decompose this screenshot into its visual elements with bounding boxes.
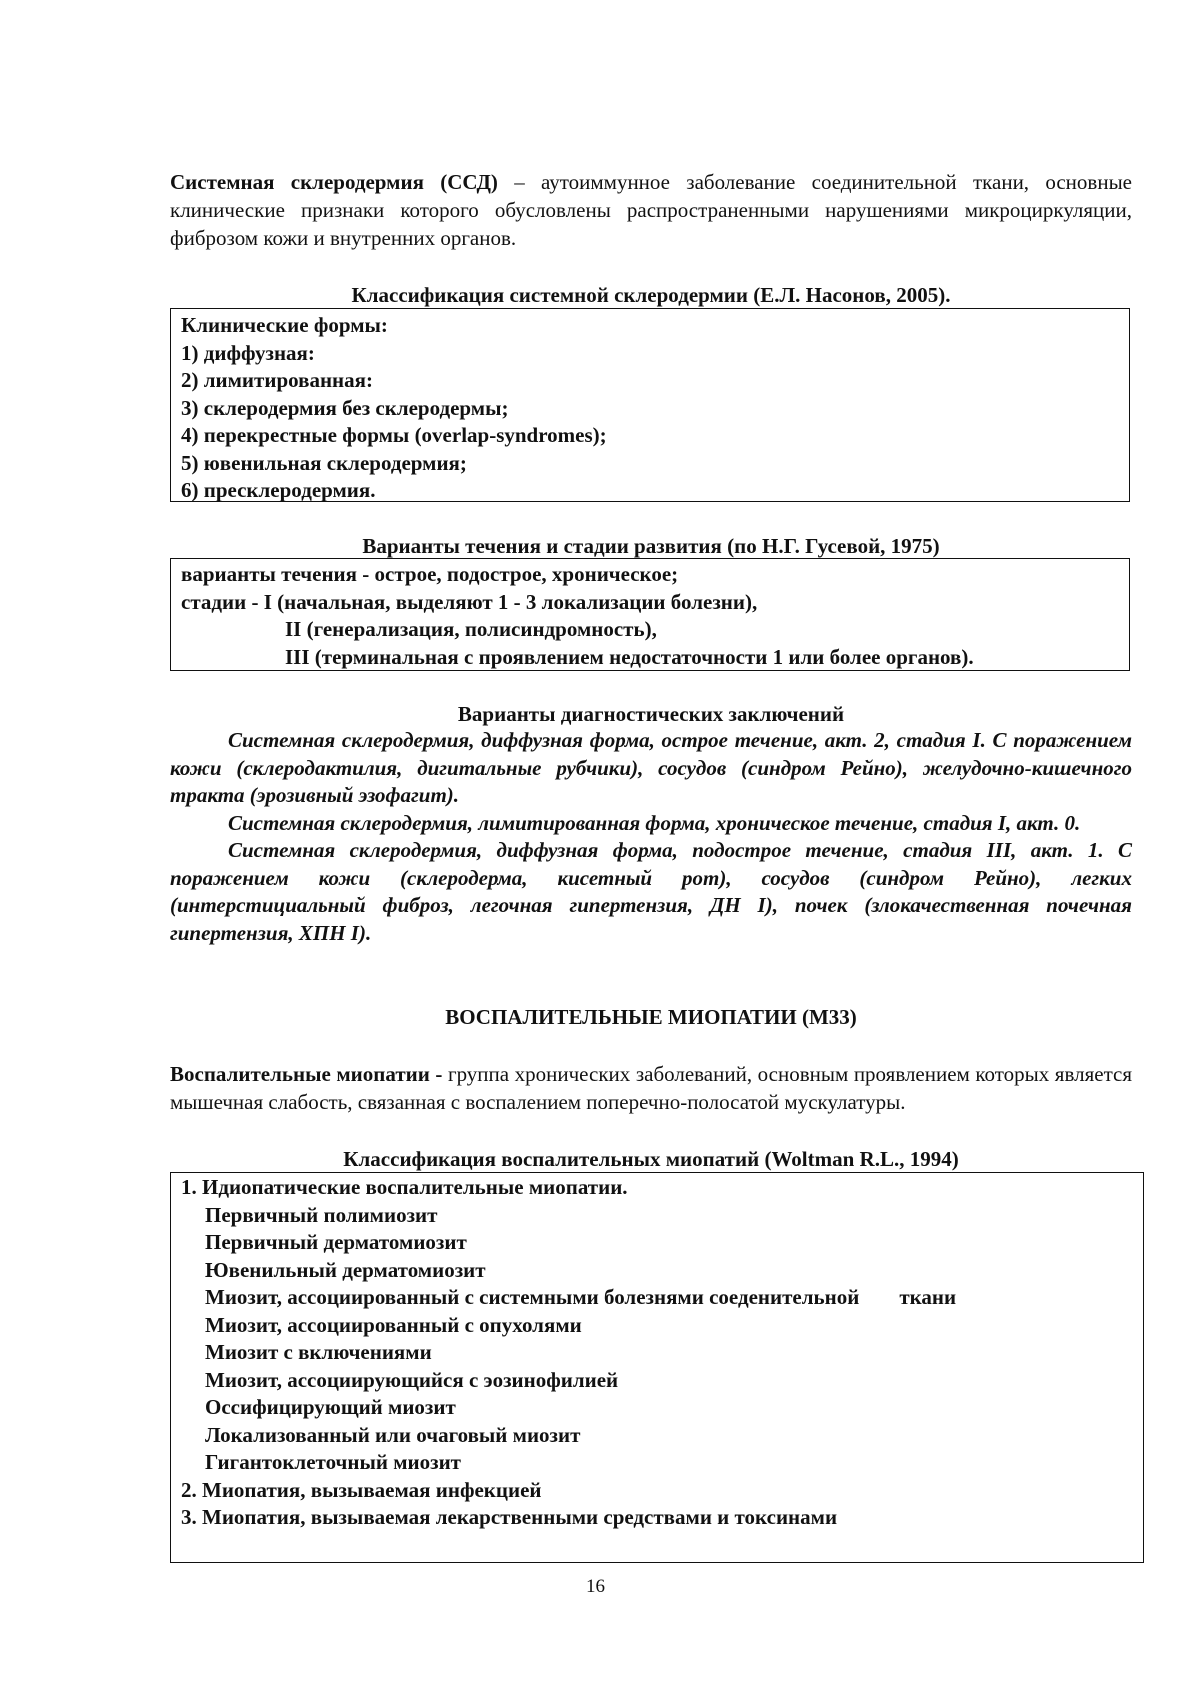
myopathy-subtype: Локализованный или очаговый миозит <box>205 1422 581 1447</box>
ssd-line: 2) лимитированная: <box>181 368 373 392</box>
myopathy-classification-box <box>170 1172 1144 1563</box>
myopathy-group: 3. Миопатия, вызываемая лекарственными средствами и токсинами <box>181 1505 838 1529</box>
ssd-line: 5) ювенильная склеродермия; <box>181 450 467 475</box>
intro-paragraph <box>170 168 1132 252</box>
myopathy-subtype: Первичный полимиозит <box>205 1202 438 1227</box>
ssd-classification-box <box>170 308 1130 502</box>
myopathy-group: 1. Идиопатические воспалительные миопатии. <box>181 1175 628 1199</box>
stage-line: II (генерализация, полисиндромность), <box>285 617 657 641</box>
ssd-line: 1) диффузная: <box>181 340 315 365</box>
diagnosis-item: Системная склеродермия, диффузная форма, подострое течение, стадия III, акт. 1. С поражением кожи (склеродерма, кисетный рот), сосудов (синдром Рейно), легких (интерстициальный фиброз, легочная гипертензия, ДН I), почек (злокачественная почечная гипертензия, ХПН I). <box>170 838 1132 945</box>
section-title: ВОСПАЛИТЕЛЬНЫЕ МИОПАТИИ (М33) <box>445 1005 857 1029</box>
course-stages-box <box>170 558 1130 671</box>
course-stages-title: Варианты течения и стадии развития (по Н.Г. Гусевой, 1975) <box>362 534 940 558</box>
myopathy-subtype: Первичный дерматомиозит <box>205 1230 467 1254</box>
diagnosis-item: Системная склеродермия, лимитированная форма, хроническое течение, стадия I, акт. 0. <box>228 810 1081 835</box>
myopathy-definition: группа хронических заболеваний, основным проявлением которых является мышечная слабость, связанная с воспалением поперечно-полосатой мускулатуры. <box>170 1062 1132 1114</box>
myopathy-subtype: Гигантоклеточный миозит <box>205 1450 461 1474</box>
intro-definition: – аутоиммунное заболевание соединительной ткани, основные клинические признаки которого обусловлены распространенными нарушениями микроциркуляции, фиброзом кожи и внутренних органов. <box>170 170 1132 250</box>
ssd-line: 4) перекрестные формы (overlap-syndromes); <box>181 423 607 447</box>
ssd-classification-title: Классификация системной склеродермии (Е.Л. Насонов, 2005). <box>351 283 951 307</box>
course-line: варианты течения - острое, подострое, хроническое; <box>181 562 679 586</box>
myopathy-term: Воспалительные миопатии - <box>170 1062 443 1086</box>
ssd-line: 6) пресклеродермия. <box>181 478 376 502</box>
myopathy-subtype: Миозит, ассоциированный с опухолями <box>205 1312 582 1337</box>
myopathy-paragraph <box>170 1060 1132 1116</box>
myopathy-group: 2. Миопатия, вызываемая инфекцией <box>181 1477 542 1502</box>
stage-line: III (терминальная с проявлением недостаточности 1 или более органов). <box>285 644 974 669</box>
diagnoses-block <box>170 727 1132 947</box>
diagnosis-item: Системная склеродермия, диффузная форма, острое течение, акт. 2, стадия I. С поражением кожи (склеродактилия, дигитальные рубчики), сосудов (синдром Рейно), желудочно-кишечного тракта (эрозивный эзофагит). <box>170 728 1132 807</box>
myopathy-subtype <box>181 1284 1133 1312</box>
myopathy-subtype-text: ткани <box>899 1285 957 1309</box>
myopathy-subtype-text: Миозит, ассоциированный с системными болезнями соеденительной <box>205 1285 860 1309</box>
stage-line: стадии - I (начальная, выделяют 1 - 3 локализации болезни), <box>181 589 758 614</box>
page-number: 16 <box>586 1576 605 1597</box>
myopathy-subtype: Оссифицирующий миозит <box>205 1395 456 1419</box>
ssd-line: Клинические формы: <box>181 313 388 337</box>
ssd-line: 3) склеродермия без склеродермы; <box>181 395 509 420</box>
myopathy-subtype: Миозит с включениями <box>205 1340 432 1364</box>
myopathy-subtype: Ювенильный дерматомиозит <box>205 1257 486 1282</box>
intro-term: Системная склеродермия (ССД) <box>170 170 498 194</box>
diagnoses-title: Варианты диагностических заключений <box>457 702 845 726</box>
myopathy-subtype: Миозит, ассоциирующийся с эозинофилией <box>205 1367 619 1392</box>
myopathy-classification-title: Классификация воспалительных миопатий (Woltman R.L., 1994) <box>343 1147 959 1171</box>
